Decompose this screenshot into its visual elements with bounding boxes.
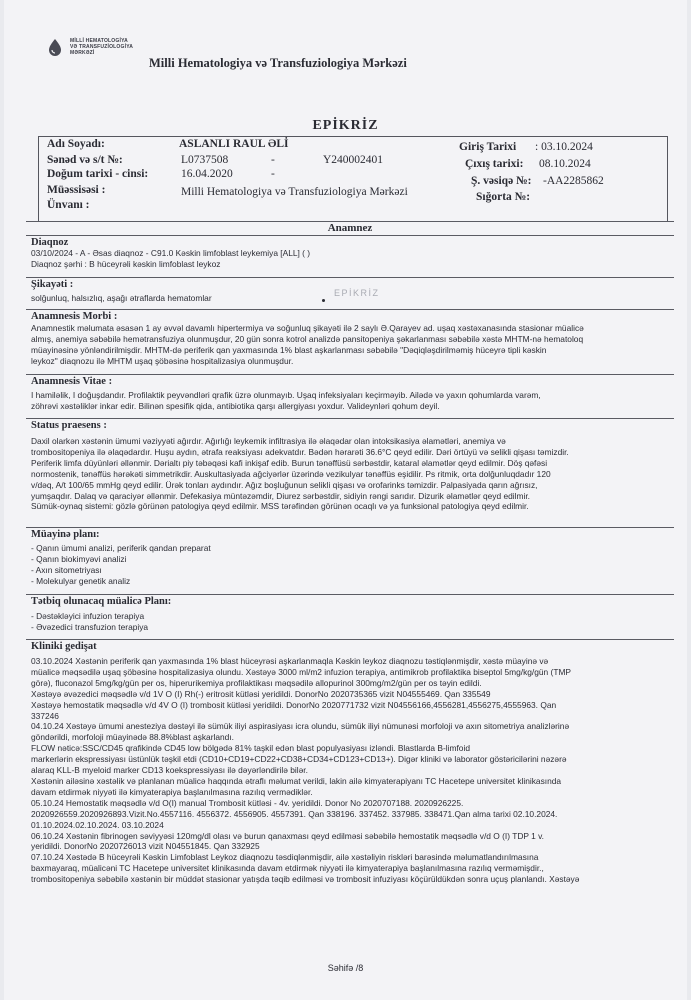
institution-label: Müəssisəsi : — [47, 184, 106, 196]
section-anamnez: Anamnez — [26, 221, 674, 235]
treatment-plan-text: - Dəstəkləyici infuzion terapiya - Əvəzedici transfuzion terapiya — [31, 611, 149, 632]
institution-title: Milli Hematologiya və Transfuziologiya Mərkəzi — [149, 56, 407, 70]
name-label: Adı Soyadı: — [47, 138, 105, 150]
name-value: ASLANLI RAUL ƏLİ — [179, 138, 289, 150]
doc-value-2: Y240002401 — [323, 154, 384, 166]
section-status: Status praesens : — [26, 418, 674, 432]
admission-label: Giriş Tarixi — [459, 141, 517, 153]
dob-value: 16.04.2020 — [181, 168, 233, 180]
status-text: Daxil olarkən xəstənin ümumi vəziyyəti ağırdır. Ağırlığı leykemik infiltrasiya ilə əlaqədar olan intoksikasiya əlamətləri, anemiya və trombositopeniya ilə əlaqədardır. Huşu aydın, ətrafa reaksiyası adekvatdır. Bədən hərarəti 36.6°C qeyd edilir. Dəri örtüyü və selikli qişası təmizdir. Periferik limfa düyünləri əllənmir. Dərialtı piy təbəqəsi kafi inkişaf edib. Burun tənəffüsü sərbəstdir, kataral əlamətlər qeyd edilmir. Döş qəfəsi normostenik, tənəffüs hərəkəti simmetrikdir. Auskultasiyada ağciyərlər üzərində vezikulyar tənəffüs eşidilir. Ps ritmik, orta dolğunluqdadır 120 v/dəq, A/t 100/65 mmHg qeyd edilir. Ürək tonları aydındır. Ağız boşluğunun selikli qişası və orofarinks təmizdir. Palpasiyada qarın ağrısız, yumşaqdır. Dalaq və qaraciyər əllənmir. Defekasiya müntəzəmdir, Diurez sərbəstdir, sidiyin rəngi sarıdır. Dizurik əlamətlər qeyd edilmir. Sümük-oynaq sistemi: gözlə görünən patologiya qeyd edilmir. MSS tərəfindən görünən ocaqlı və ya funksional patologiya qeyd edilmir. — [31, 436, 569, 512]
stamp-watermark: EPİKRİZ — [334, 288, 380, 298]
document-page — [4, 0, 687, 1000]
discharge-label: Çıxış tarixi: — [465, 158, 524, 170]
document-title: EPİKRİZ — [312, 118, 379, 133]
section-anamnesis-morbi: Anamnesis Morbi : — [26, 309, 674, 323]
dob-separator: - — [271, 168, 275, 180]
clinical-course-text: 03.10.2024 Xəstənin periferik qan yaxmasında 1% blast hüceyrəsi aşkarlanmaqla Kəskin leykoz diaqnozu təstiqlənmişdir, xəstə müayinə və müalicə məqsədilə uşaq şöbəsinə hospitalizasiya olundu. Xəstəyə 3000 ml/m2 infuzion terapiya, antimikrob profilaktika biseptol 5mg/kg/gün (TMP görə), fluconazol 5mg/kg/gün per os, hiperurikemiya profilaktikası məqsədilə allopurinol 300mg/m2/gün per os təyin edildi. Xəstəyə əvəzedici məqsədlə v/d 1V O (I) Rh(-) eritrosit kütləsi yeridildi. DonorNo 2020735365 vizit N04555469. Qan 335549 Xəstəyə hemostatik məqsədlə v/d 4V O (I) trombosit kütləsi yeridildi. DonorNo 2020771732 vizit N04556166,4556281,4556275,4555963. Qan 337246 04.10.24 Xəstəyə ümumi anesteziya dəstəyi ilə sümük iliyi aspirasiyası icra olundu, sümük iliyi nümunəsi morfoloji və axın sitometriya analizlərinə göndərildi, morfoloji müayinədə 88.8%blast aşkarlandı. FLOW nəticə:SSC/CD45 qrafikində CD45 low bölgədə 81% taşkil edən blast populyasiyası izləndi. Blastlarda B-limfoid markerlərin ekspressiyası üstünlük təşkil etdi (CD10+CD19+CD22+CD38+CD34+CD123+CD13+). Digər kliniki və laborator göstəricilərini nəzərə alaraq KLL-B myeloid marker CD13 koekspressiyası ilə dəyərləndirilə bilər. Xəstənin ailəsinə xəstəlik və planlanan müalicə haqqında ətraflı məlumat verildi, lakin ailə kimyaterapiyanı TC Hacetepe universitet klinikasında davam etdirmək niyyəti ilə kimyaterapiya başlanılmasına razılıq vermədiklər. 05.10.24 Hemostatik məqsədlə v/d O(I) manual Trombosit kütləsi - 4v. yeridildi. Donor No 2020707188. 2020926225. 2020926559.2020926893.Vizit.No.4557116. 4556372. 4556905. 4557391. Qan 338196. 337452. 337985. 338471.Qan alma tarixi 02.10.2024. 01.10.2024.02.10.2024. 03.10.2024 06.10.24 Xəstənin fibrinogen səviyyəsi 120mg/dl olası və burun qanaxması qeyd edilməsi səbəbilə hemostatik məqsədlə v/d O (I) TDP 1 v. yeridildi. DonorNo 2020726013 vizit N04551845. Qan 332925 07.10.24 Xəstədə B hüceyrəli Kəskin Limfoblast Leykoz diaqnozu təsdiqlənmişdir, ailə xəstəliyin riskləri barəsində məlumatlandırılmasına baxmayaraq, müalicəni TC Hacetepe universitet klinikasında davam etdirmək niyyəti ilə kimyaterapiya başlanılmasına razılıq verməmişdir., trombositopeniya səbəbilə xəstənin bir müddət stasionar yatışda təqib edilməsi və trombosit infuziyası köçürüldükdən sonra uçuş planlandı. Xəstəyə — [31, 656, 580, 885]
section-examination-plan: Müayinə planı: — [26, 527, 674, 541]
section-anamnesis-vitae: Anamnesis Vitae : — [26, 374, 674, 388]
doc-separator: - — [271, 154, 275, 166]
insurance-label: Sığorta №: — [476, 191, 531, 203]
doc-value-1: L0737508 — [181, 154, 229, 166]
diagnosis-text: 03/10/2024 - A - Əsas diaqnoz - C91.0 Kəskin limfoblast leykemiya [ALL] ( ) Diaqnoz şərhi : B hüceyrəli kəskin limfoblast leykoz — [31, 248, 311, 269]
section-clinical-course: Kliniki gedişat — [26, 639, 674, 653]
section-diagnosis: Diaqnoz — [26, 235, 674, 249]
cert-label: Ş. vəsiqə №: — [471, 175, 532, 187]
section-treatment-plan: Tətbiq olunacaq müalicə Planı: — [26, 594, 674, 608]
page-footer: Səhifə /8 — [327, 963, 364, 973]
dob-label: Doğum tarixi - cinsi: — [47, 168, 149, 180]
discharge-value: 08.10.2024 — [539, 158, 591, 170]
admission-value: : 03.10.2024 — [535, 141, 593, 153]
logo-text: MİLLİ HEMATOLOGİYA VƏ TRANSFUZİOLOGİYA MƏRKƏZİ — [70, 38, 134, 56]
morbi-text: Anamnestik məlumata əsasən 1 ay əvvəl davamlı hipertermiya və soğunluq şikayəti ilə 2 saylı Ə.Qarayev ad. uşaq xəstəxanasında stasionar müalicə almış, anemiya səbəbilə hemətransfuziya olunmuşdur, 20 gün sonra kotrol analizdə pansitopeniya şəkarlanması səbəbilə xəstə MHTM-nə hematoloq müayinəsinə yönləndirilmişdir. MHTM-də periferik qan yaxmasında 1% blast aşkarlanması səbəbilə "Dəqiqləşdirilməmiş hüceyrə tipli kəskin leykoz" diaqnozu ilə MHTM uşaq şöbəsinə hospitalizasiya olunmuşdur. — [31, 323, 584, 366]
institution-value: Milli Hematologiya və Transfuziologiya Mərkəzi — [181, 186, 408, 198]
patient-info-box — [38, 136, 668, 222]
institution-logo — [46, 35, 156, 61]
blood-drop-icon — [46, 38, 64, 56]
vitae-text: I hamiləlik, I doğuşdandır. Profilaktik peyvəndləri qrafik üzrə olunmayıb. Uşaq infeksiyaları keçirməyib. Ailədə və yaxın qohumlarda varəm, zöhrəvi xəstəliklər inkar edir. Bilinən spesifik qida, antibiotika qarşı allergiyası yoxdur. Valideynləri qohum deyil. — [31, 390, 541, 411]
section-complaint: Şikayəti : — [26, 277, 674, 291]
complaint-text: solğunluq, halsızlıq, aşağı ətraflarda hematomlar — [31, 293, 212, 303]
ink-dot — [322, 299, 325, 302]
doc-label: Sənəd və s/t №: — [47, 154, 123, 166]
address-label: Ünvanı : — [47, 199, 90, 211]
exam-plan-text: - Qanın ümumi analizi, periferik qandan preparat - Qanın biokimyəvi analizi - Axın sitometriyası - Molekulyar genetik analiz — [31, 543, 211, 586]
cert-value: -AA2285862 — [543, 175, 604, 187]
